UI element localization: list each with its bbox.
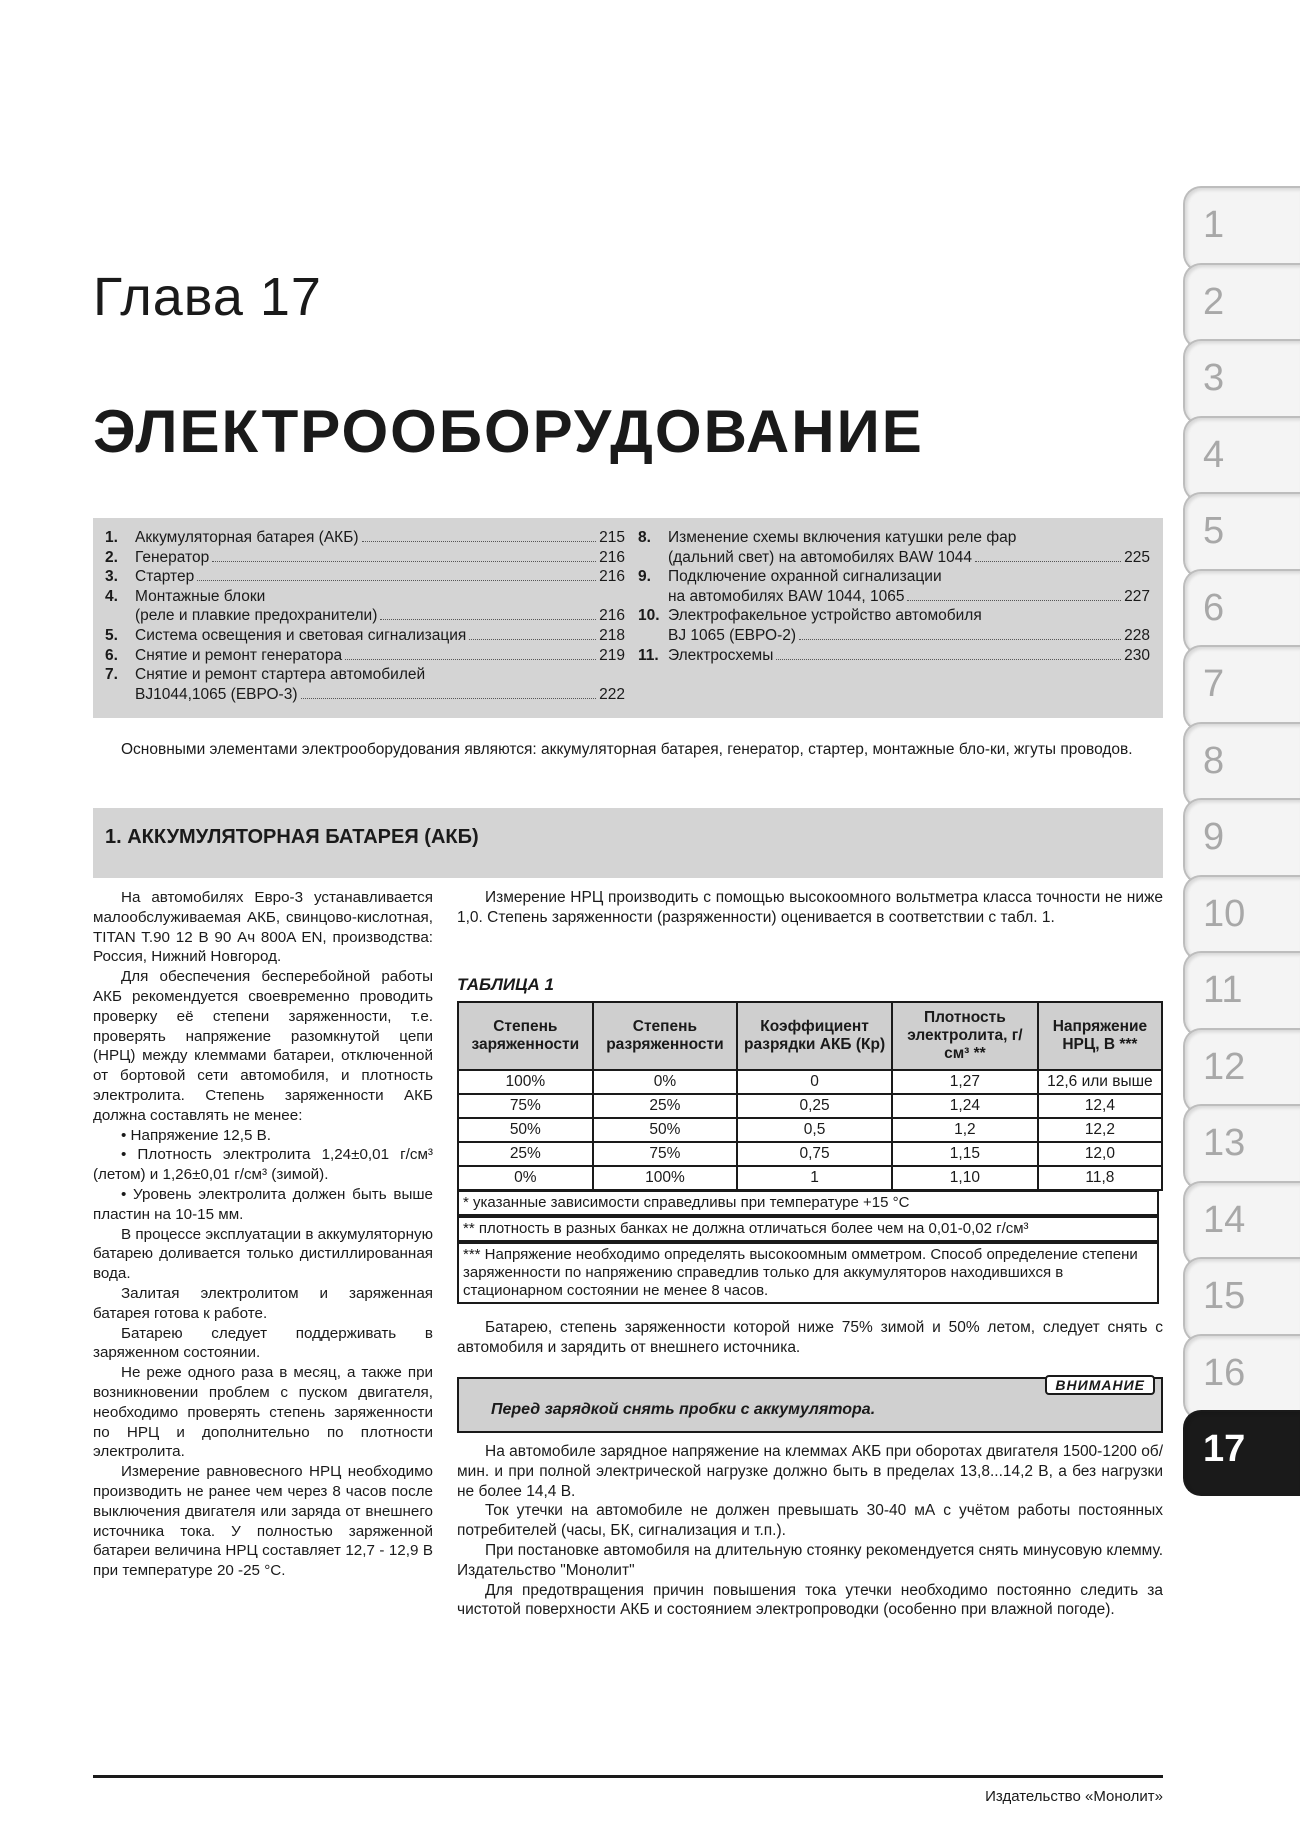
- paragraph: На автомобиле зарядное напряжение на клеммах АКБ при оборотах двигателя 1500-1200 об/мин. и при полной электрической нагрузке должно быть в пределах 13,8...14,2 В, а без нагрузки не более 14,4 В.: [457, 1443, 1163, 1500]
- chapter-tab-label: 11: [1203, 969, 1243, 1011]
- toc-leader-dots: [362, 541, 597, 542]
- toc-number: 7.: [105, 666, 118, 684]
- paragraph: На автомобилях Евро-3 устанавливается малообслуживаемая АКБ, свинцово-кислотная, TITAN T.90 12 В 90 Ач 800A EN, производства: Россия, Нижний Новгород.: [93, 889, 433, 966]
- toc-item-body: [135, 665, 625, 704]
- warning-box: [457, 1377, 1163, 1433]
- toc-title: BJ1044,1065 (ЕВРО-3): [135, 685, 298, 703]
- toc-leader-dots: [212, 561, 596, 562]
- chapter-tab-label: 14: [1203, 1198, 1246, 1241]
- chapter-tab-label: 4: [1203, 433, 1225, 476]
- toc-title: Электрофакельное устройство автомобиля: [668, 607, 982, 625]
- toc-title: Электросхемы: [668, 646, 774, 664]
- toc-item-body: [668, 606, 1150, 645]
- chapter-tab-label: 1: [1203, 204, 1225, 246]
- toc-leader-dots: [799, 639, 1121, 640]
- toc-page-number: 216: [599, 568, 625, 586]
- table-header-cell: Напряжение НРЦ, В ***: [1038, 1002, 1162, 1070]
- toc-item: [638, 646, 1150, 666]
- battery-charge-table: [457, 1001, 1163, 1191]
- toc-line: [135, 626, 625, 646]
- toc-item-body: [668, 567, 1150, 606]
- chapter-tab-12[interactable]: [1183, 1028, 1300, 1114]
- toc-page-number: 227: [1124, 587, 1150, 605]
- chapter-tab-label: 15: [1203, 1275, 1246, 1317]
- bullet-item: • Плотность электролита 1,24±0,01 г/см³ (летом) и 1,26±0,01 г/см³ (зимой).: [93, 1145, 433, 1185]
- table-cell: 12,4: [1038, 1094, 1162, 1118]
- section-title: 1. АККУМУЛЯТОРНАЯ БАТАРЕЯ (АКБ): [105, 826, 479, 848]
- warning-text: Перед зарядкой снять пробки с аккумулятора.: [491, 1401, 876, 1418]
- right-column-text: [457, 888, 1163, 928]
- toc-item-body: [668, 528, 1150, 567]
- table-cell: 0: [737, 1070, 892, 1094]
- toc-item: [105, 548, 625, 568]
- table-cell: 0,5: [737, 1118, 892, 1142]
- toc-title: Монтажные блоки: [135, 587, 266, 605]
- chapter-tab-label: 5: [1203, 510, 1225, 552]
- table-row: [458, 1118, 1162, 1142]
- toc-item-body: [135, 626, 625, 646]
- toc-title: (реле и плавкие предохранители): [135, 607, 378, 625]
- chapter-tab-1[interactable]: [1183, 186, 1300, 272]
- toc-item-body: [135, 567, 625, 587]
- chapter-tab-13[interactable]: [1183, 1104, 1300, 1190]
- toc-leader-dots: [907, 600, 1121, 601]
- toc-line: [135, 646, 625, 666]
- chapter-title: ЭЛЕКТРООБОРУДОВАНИЕ: [93, 398, 924, 465]
- toc-number: 10.: [638, 607, 660, 625]
- table-cell: 11,8: [1038, 1166, 1162, 1190]
- toc-line: [668, 548, 1150, 568]
- toc-item: [105, 665, 625, 704]
- toc-page-number: 230: [1124, 646, 1150, 664]
- toc-page-number: 216: [599, 548, 625, 566]
- toc-item-body: [135, 528, 625, 548]
- toc-title: Подключение охранной сигнализации: [668, 568, 942, 586]
- toc-item: [638, 567, 1150, 606]
- toc-item: [638, 528, 1150, 567]
- toc-number: 3.: [105, 568, 118, 586]
- chapter-tab-17[interactable]: [1183, 1410, 1300, 1496]
- toc-item: [105, 567, 625, 587]
- toc-title: на автомобилях BAW 1044, 1065: [668, 587, 905, 605]
- table-cell: 1,10: [892, 1166, 1038, 1190]
- toc-title: Генератор: [135, 548, 210, 566]
- table-cell: 75%: [593, 1142, 738, 1166]
- toc-item: [105, 626, 625, 646]
- left-column-text: [93, 888, 433, 1581]
- toc-title: (дальний свет) на автомобилях BAW 1044: [668, 548, 972, 566]
- table-header-row: [458, 1002, 1162, 1070]
- toc-title: Изменение схемы включения катушки реле фар: [668, 529, 1017, 546]
- toc-item: [638, 606, 1150, 645]
- table-note: *** Напряжение необходимо определять высокоомным омметром. Способ определение степени заряженности по напряжению справедлив только для аккумуляторов находившихся в стационарном состоянии не менее 8 часов.: [457, 1242, 1159, 1304]
- toc-number: 5.: [105, 626, 118, 644]
- toc-page-number: 215: [599, 529, 625, 546]
- chapter-tab-6[interactable]: [1183, 569, 1300, 655]
- paragraph: Для обеспечения бесперебойной работы АКБ рекомендуется своевременно проводить проверку её степени заряженности, т.е. проверять напряжение разомкнутой цепи (НРЦ) между клеммами батареи, отключенной от бортовой сети автомобиля, и плотность электролита. Степень заряженности АКБ должна составлять не менее:: [93, 968, 433, 1124]
- chapter-tab-label: 10: [1203, 892, 1246, 935]
- toc-leader-dots: [380, 619, 596, 620]
- chapter-tab-label: 7: [1203, 663, 1225, 705]
- table-cell: 1,15: [892, 1142, 1038, 1166]
- table-header-cell: Степень разряженности: [593, 1002, 738, 1070]
- chapter-tab-8[interactable]: [1183, 722, 1300, 808]
- toc-line: [668, 626, 1150, 646]
- table-cell: 25%: [593, 1094, 738, 1118]
- paragraph: Батарею следует поддерживать в заряженном состоянии.: [93, 1324, 433, 1362]
- chapter-tab-4[interactable]: [1183, 416, 1300, 502]
- paragraph: Измерение равновесного НРЦ необходимо производить не ранее чем через 8 часов после выключения двигателя или заряда от внешнего источника тока. У полностью заряженной батареи величина НРЦ составляет 12,7 - 12,9 В при температуре 20 -25 °С.: [93, 1463, 433, 1580]
- toc-line: [668, 606, 1150, 626]
- table-row: [458, 1094, 1162, 1118]
- toc-item: [105, 528, 625, 548]
- bullet-item: • Напряжение 12,5 В.: [93, 1126, 433, 1146]
- chapter-tab-2[interactable]: [1183, 263, 1300, 349]
- toc-number: 11.: [638, 646, 659, 664]
- paragraph: Для предотвращения причин повышения тока утечки необходимо постоянно следить за чистотой поверхности АКБ и состоянием электропроводки (особенно при влажной погоде).: [457, 1581, 1163, 1619]
- chapter-tab-11[interactable]: [1183, 951, 1300, 1037]
- table-cell: 25%: [458, 1142, 593, 1166]
- table-cell: 12,2: [1038, 1118, 1162, 1142]
- table-cell: 0,75: [737, 1142, 892, 1166]
- toc-title: Аккумуляторная батарея (АКБ): [135, 529, 359, 546]
- chapter-tab-5[interactable]: [1183, 492, 1300, 578]
- footer-divider: [93, 1775, 1163, 1778]
- toc-leader-dots: [469, 639, 596, 640]
- toc-page-number: 216: [599, 607, 625, 625]
- chapter-tab-9[interactable]: [1183, 798, 1300, 884]
- toc-item-body: [668, 646, 1150, 666]
- toc-number: 1.: [105, 529, 118, 546]
- measurement-paragraph: Измерение НРЦ производить с помощью высокоомного вольтметра класса точности не ниже 1,0. Степень заряженности (разряженности) оценивается в соответствии с табл. 1.: [457, 889, 1163, 926]
- table-of-contents: [93, 518, 1163, 718]
- table-header-cell: Плотность электролита, г/см³ **: [892, 1002, 1038, 1070]
- table-note: ** плотность в разных банках не должна отличаться более чем на 0,01-0,02 г/см³: [457, 1216, 1159, 1242]
- paragraph: Не реже одного раза в месяц, а также при возникновении проблем с пуском двигателя, необходимо проверять степень заряженности по НРЦ и дополнительно по плотности электролита.: [93, 1364, 433, 1461]
- paragraph: Залитая электролитом и заряженная батарея готова к работе.: [93, 1284, 433, 1322]
- table-cell: 75%: [458, 1094, 593, 1118]
- table-cell: 50%: [458, 1118, 593, 1142]
- chapter-label: Глава 17: [93, 267, 322, 327]
- table-cell: 0%: [593, 1070, 738, 1094]
- table-row: [458, 1166, 1162, 1190]
- section-header: [93, 808, 1163, 878]
- table-cell: 100%: [458, 1070, 593, 1094]
- toc-item: [105, 587, 625, 626]
- footer-publisher: Издательство «Монолит»: [985, 1788, 1163, 1805]
- toc-title: Стартер: [135, 568, 195, 586]
- toc-page-number: 219: [599, 646, 625, 664]
- table-row: [458, 1070, 1162, 1094]
- table-header-cell: Степень заряженности: [458, 1002, 593, 1070]
- chapter-tab-label: 8: [1203, 739, 1225, 782]
- toc-title: Система освещения и световая сигнализация: [135, 626, 467, 644]
- paragraph: В процессе эксплуатации в аккумуляторную батарею доливается только дистиллированная вода.: [93, 1225, 433, 1283]
- toc-item-body: [135, 646, 625, 666]
- toc-leader-dots: [345, 659, 596, 660]
- table-cell: 0,25: [737, 1094, 892, 1118]
- toc-number: 2.: [105, 548, 118, 566]
- toc-title: BJ 1065 (ЕВРО-2): [668, 626, 797, 644]
- intro-paragraph: Основными элементами электрооборудования являются: аккумуляторная батарея, генератор, стартер, монтажные бло-ки, жгуты проводов.: [121, 741, 1133, 758]
- chapter-tab-label: 6: [1203, 586, 1225, 629]
- table-cell: 50%: [593, 1118, 738, 1142]
- toc-line: [135, 606, 625, 626]
- table-row: [458, 1142, 1162, 1166]
- table-cell: 12,6 или выше: [1038, 1070, 1162, 1094]
- toc-line: [135, 685, 625, 705]
- chapter-tab-label: 2: [1203, 280, 1225, 323]
- paragraph: При постановке автомобиля на длительную стоянку рекомендуется снять минусовую клемму. Издательство "Монолит": [457, 1541, 1163, 1579]
- after-table-text: [457, 1318, 1163, 1358]
- chapter-tab-7[interactable]: [1183, 645, 1300, 731]
- toc-right-column: [638, 528, 1150, 665]
- toc-item: [105, 646, 625, 666]
- toc-item-body: [135, 587, 625, 626]
- toc-number: 9.: [638, 568, 651, 586]
- toc-line: [135, 587, 625, 607]
- paragraph: Ток утечки на автомобиле не должен превышать 30-40 мА с учётом работы постоянных потребителей (часы, БК, сигнализация и т.п.).: [457, 1502, 1163, 1540]
- table-cell: 1,2: [892, 1118, 1038, 1142]
- table-cell: 1,24: [892, 1094, 1038, 1118]
- toc-line: [135, 528, 625, 548]
- toc-item-body: [135, 548, 625, 568]
- right-column-bottom-text: [457, 1442, 1163, 1620]
- warning-badge: ВНИМАНИЕ: [1045, 1375, 1155, 1395]
- table-cell: 100%: [593, 1166, 738, 1190]
- toc-line: [135, 665, 625, 685]
- table-cell: 12,0: [1038, 1142, 1162, 1166]
- toc-title: Снятие и ремонт генератора: [135, 646, 343, 664]
- toc-page-number: 222: [599, 685, 625, 703]
- chapter-tab-10[interactable]: [1183, 875, 1300, 961]
- toc-leader-dots: [975, 561, 1121, 562]
- toc-page-number: 228: [1124, 626, 1150, 644]
- toc-line: [135, 548, 625, 568]
- after-table-paragraph: Батарею, степень заряженности которой ниже 75% зимой и 50% летом, следует снять с автомобиля и зарядить от внешнего источника.: [457, 1319, 1163, 1356]
- bullet-item: • Уровень электролита должен быть выше пластин на 10-15 мм.: [93, 1185, 433, 1225]
- toc-number: 4.: [105, 587, 118, 605]
- toc-leader-dots: [776, 659, 1121, 660]
- toc-line: [668, 528, 1150, 548]
- chapter-tab-15[interactable]: [1183, 1257, 1300, 1343]
- table-header-cell: Коэффициент разрядки АКБ (Кр): [737, 1002, 892, 1070]
- toc-line: [668, 587, 1150, 607]
- chapter-tab-3[interactable]: [1183, 339, 1300, 425]
- toc-line: [668, 646, 1150, 666]
- toc-line: [135, 567, 625, 587]
- table-cell: 1,27: [892, 1070, 1038, 1094]
- toc-left-column: [105, 528, 625, 704]
- chapter-tab-14[interactable]: [1183, 1181, 1300, 1267]
- toc-leader-dots: [197, 580, 596, 581]
- chapter-tab-label: 9: [1203, 816, 1225, 858]
- toc-leader-dots: [301, 698, 597, 699]
- chapter-tab-label: 17: [1203, 1428, 1246, 1470]
- chapter-tab-label: 12: [1203, 1045, 1246, 1088]
- table-cell: 0%: [458, 1166, 593, 1190]
- toc-number: 8.: [638, 529, 651, 546]
- chapter-tab-label: 16: [1203, 1351, 1246, 1394]
- toc-page-number: 218: [599, 626, 625, 644]
- chapter-tab-label: 3: [1203, 357, 1225, 399]
- toc-number: 6.: [105, 646, 118, 664]
- chapter-tab-16[interactable]: [1183, 1334, 1300, 1420]
- toc-title: Снятие и ремонт стартера автомобилей: [135, 666, 426, 684]
- chapter-tab-label: 13: [1203, 1122, 1246, 1164]
- table-caption: ТАБЛИЦА 1: [457, 975, 555, 994]
- toc-page-number: 225: [1124, 548, 1150, 566]
- table-cell: 1: [737, 1166, 892, 1190]
- toc-line: [668, 567, 1150, 587]
- table-note: * указанные зависимости справедливы при температуре +15 °С: [457, 1190, 1159, 1216]
